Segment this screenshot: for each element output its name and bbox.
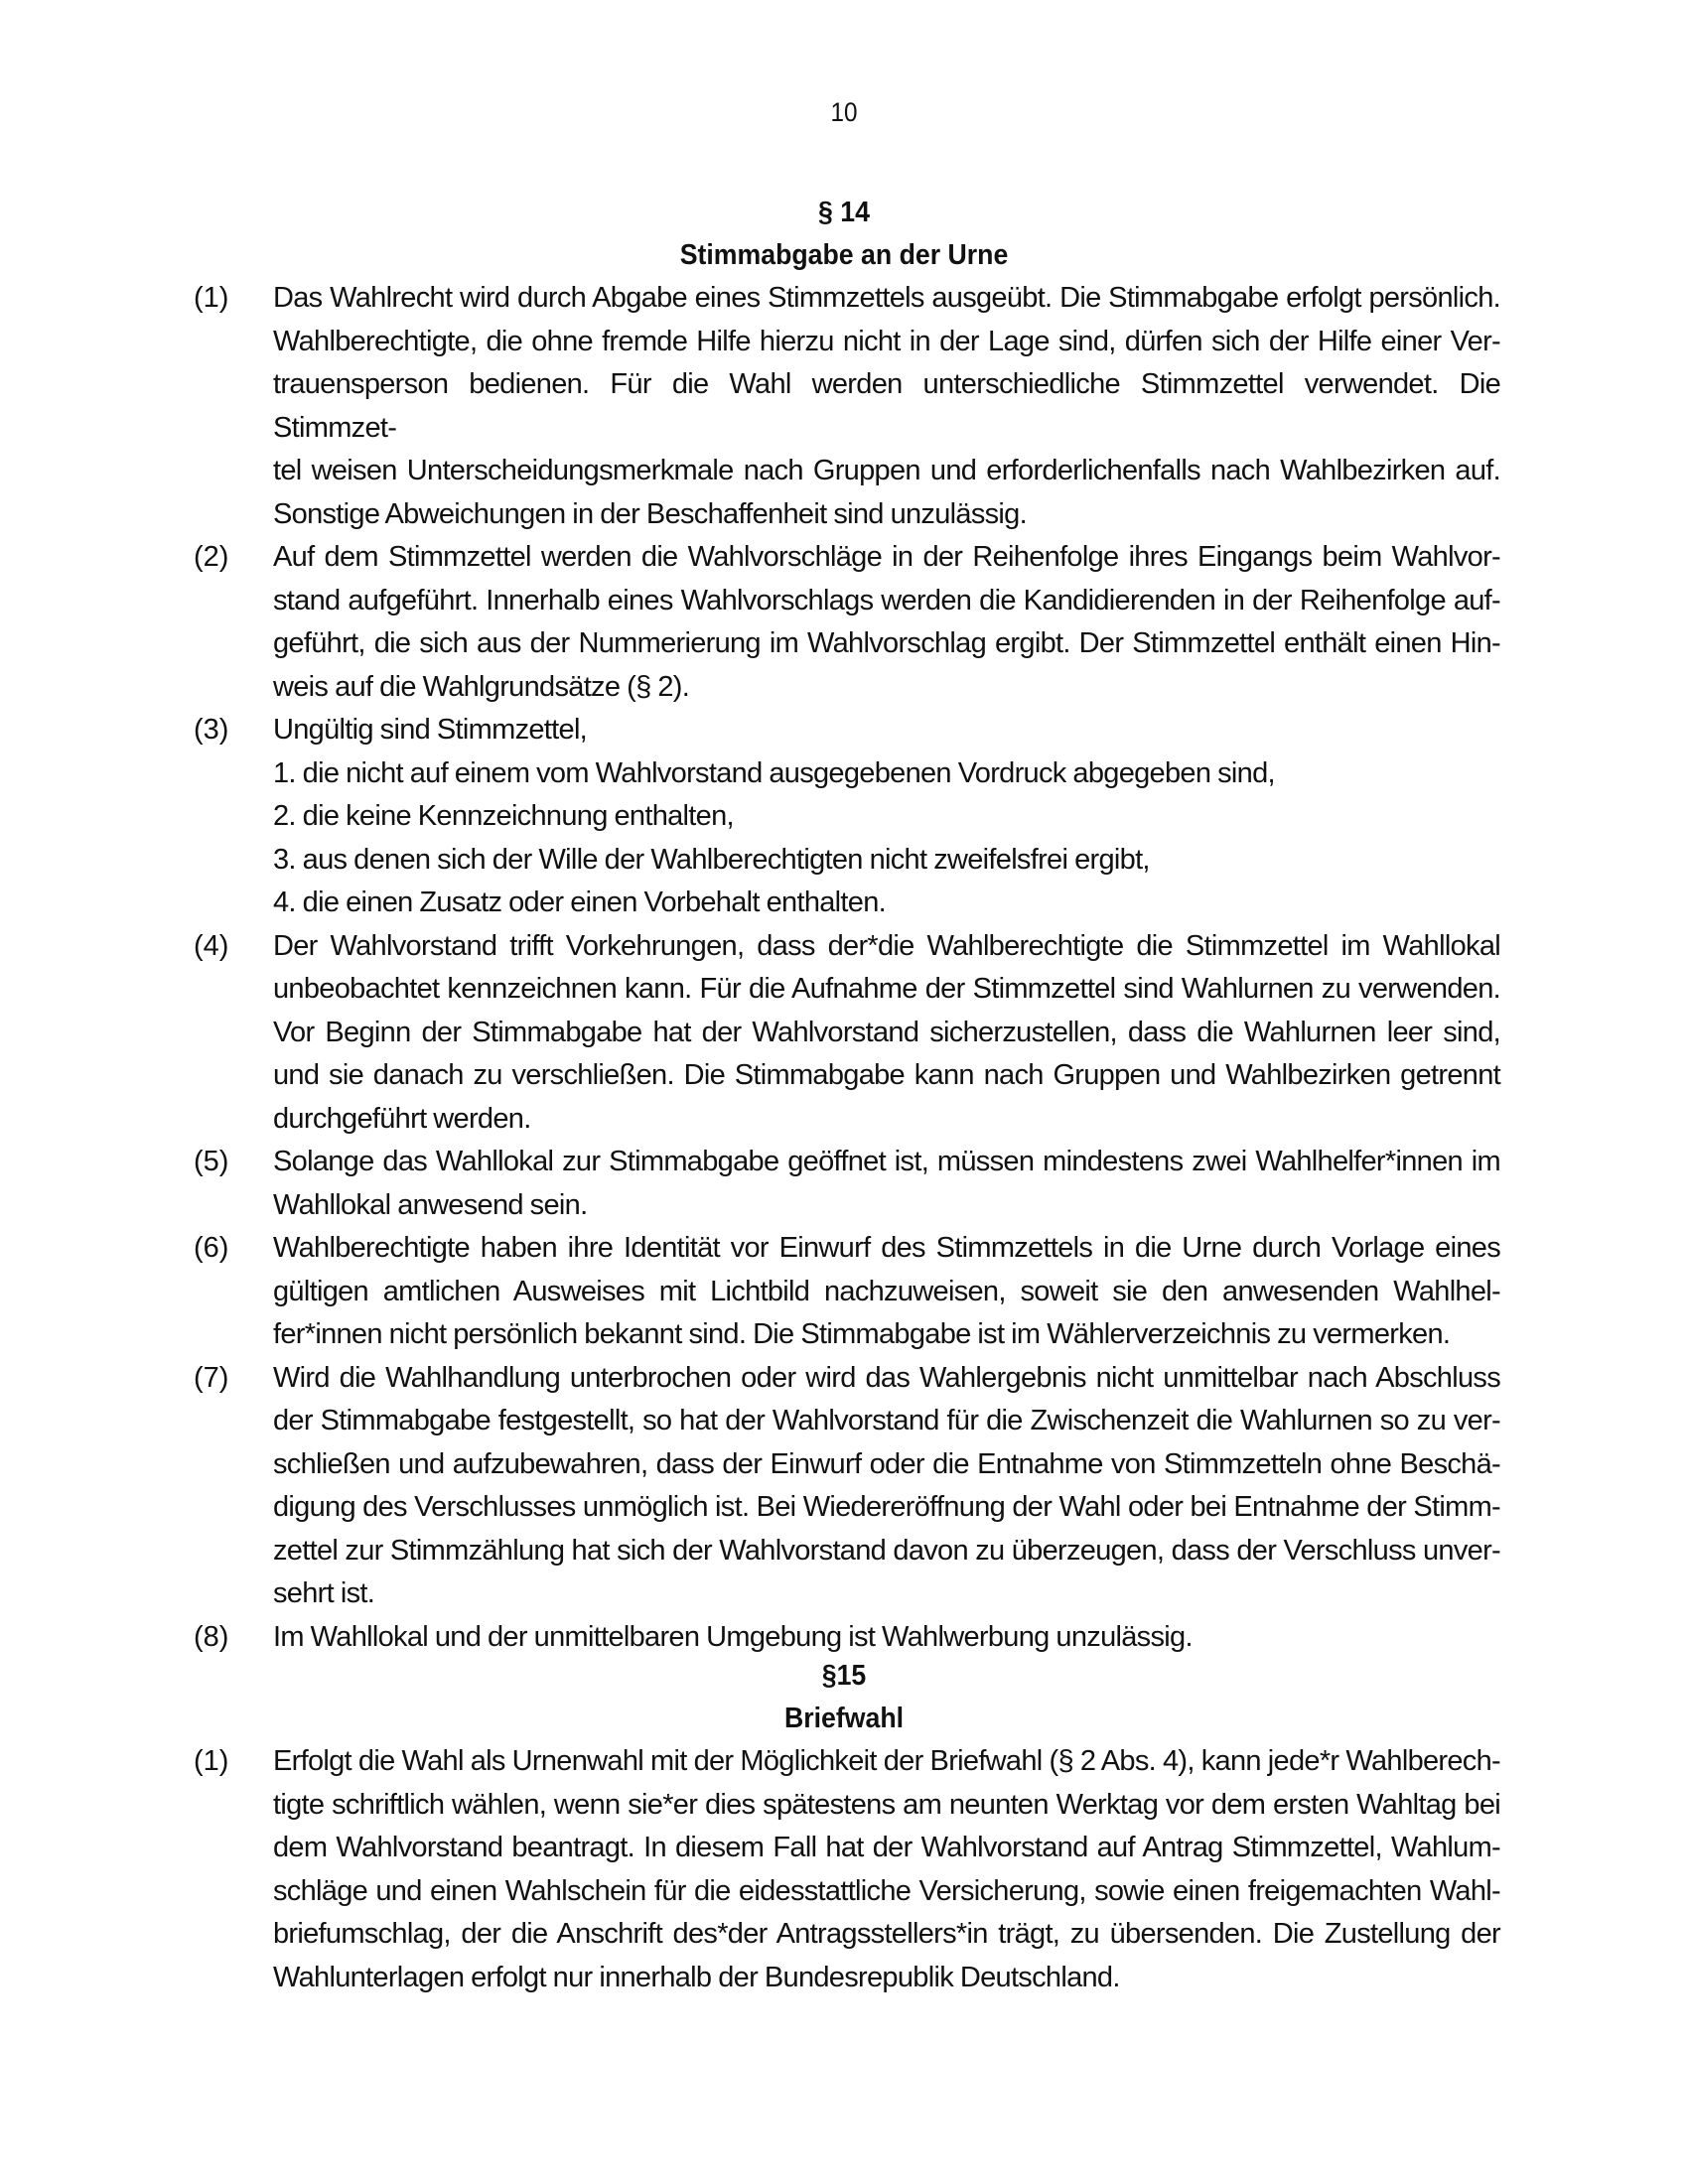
text-line: tel weisen Unterscheidungsmerkmale nach Gruppen und erforderlichenfalls nach Wahlbezirken auf. [273,455,1500,486]
text-line: unbeobachtet kennzeichnen kann. Für die Aufnahme der Stimmzettel sind Wahlurnen zu verwenden. [273,973,1500,1005]
section-symbol: §15 [821,1660,867,1692]
text-line: Solange das Wahllokal zur Stimmabgabe geöffnet ist, müssen mindestens zwei Wahlhelfer*innen im [273,1146,1500,1177]
text-line: Im Wahllokal und der unmittelbaren Umgebung ist Wahlwerbung unzulässig. [273,1620,1193,1653]
text-line: fer*innen nicht persönlich bekannt sind. Die Stimmabgabe ist im Wählerverzeichnis zu vermerken. [273,1318,1451,1350]
paragraph-1 [194,1740,1500,1999]
list-item: 3. aus denen sich der Wille der Wahlberechtigten nicht zweifelsfrei ergibt, [273,843,1150,876]
text-line: Erfolgt die Wahl als Urnenwahl mit der Möglichkeit der Briefwahl (§ 2 Abs. 4), kann jede*r Wahlberech- [273,1745,1500,1777]
text-line: weis auf die Wahlgrundsätze (§ 2). [273,670,690,703]
text-line: Ungültig sind Stimmzettel, [273,714,588,746]
paragraph-8 [194,1616,1500,1660]
list-item: 1. die nicht auf einem vom Wahlvorstand ausgegebenen Vordruck abgegeben sind, [273,756,1275,789]
paragraph-number: (6) [194,1232,229,1264]
page-number: 10 [830,97,858,127]
paragraph-7 [194,1357,1500,1616]
text-line: schließen und aufzubewahren, dass der Einwurf oder die Entnahme von Stimmzetteln ohne Beschä- [273,1447,1500,1480]
text-line: Wird die Wahlhandlung unterbrochen oder wird das Wahlergebnis nicht unmittelbar nach Abschluss [273,1361,1500,1394]
text-line: Der Wahlvorstand trifft Vorkehrungen, dass der*die Wahlberechtigte die Stimmzettel im Wahllokal [273,929,1500,962]
text-line: Wahlberechtigte, die ohne fremde Hilfe hierzu nicht in der Lage sind, dürfen sich der Hilfe einer Ver- [273,325,1500,357]
text-line: durchgeführt werden. [273,1102,531,1135]
section-14 [0,192,1688,1659]
text-line: gültigen amtlichen Ausweises mit Lichtbild nachzuweisen, soweit sie den anwesenden Wahlhel- [273,1275,1500,1307]
paragraph-number: (8) [194,1620,229,1653]
list-item: 4. die einen Zusatz oder einen Vorbehalt enthalten. [273,887,886,918]
text-line: Sonstige Abweichungen in der Beschaffenheit sind unzulässig. [273,497,1027,530]
text-line: briefumschlag, der die Anschrift des*der Antragsstellers*in trägt, zu übersenden. Die Zustellung der [273,1918,1500,1950]
text-line: schläge und einen Wahlschein für die eidesstattliche Versicherung, sowie einen freigemachten Wahl- [273,1874,1500,1907]
text-line: Vor Beginn der Stimmabgabe hat der Wahlvorstand sicherzustellen, dass die Wahlurnen leer sind, [273,1016,1500,1048]
text-line: der Stimmabgabe festgestellt, so hat der Wahlvorstand für die Zwischenzeit die Wahlurnen so zu ver- [273,1405,1500,1436]
text-line: und sie danach zu verschließen. Die Stimmabgabe kann nach Gruppen und Wahlbezirken getrennt [273,1059,1500,1091]
paragraph-number: (7) [194,1361,229,1394]
paragraph-number: (2) [194,541,229,573]
text-line: stand aufgeführt. Innerhalb eines Wahlvorschlags werden die Kandidierenden in der Reihenfolge auf- [273,584,1500,616]
text-line: Wahlunterlagen erfolgt nur innerhalb der Bundesrepublik Deutschland. [273,1961,1120,1993]
paragraph-3 [194,709,1500,925]
text-line: Das Wahlrecht wird durch Abgabe eines Stimmzettels ausgeübt. Die Stimmabgabe erfolgt persönlich. [273,282,1500,314]
paragraph-5 [194,1141,1500,1227]
section-title: Briefwahl [783,1703,905,1734]
text-line: Wahllokal anwesend sein. [273,1188,588,1221]
text-line: Wahlberechtigte haben ihre Identität vor Einwurf des Stimmzettels in die Urne durch Vorlage eines [273,1232,1500,1264]
text-line: sehrt ist. [273,1577,375,1609]
paragraph-1 [194,277,1500,536]
paragraph-number: (4) [194,929,229,962]
text-line: geführt, die sich aus der Nummerierung im Wahlvorschlag ergibt. Der Stimmzettel enthält einen Hin- [273,627,1500,659]
text-line: tigte schriftlich wählen, wenn sie*er dies spätestens am neunten Werktag vor dem ersten Wahltag bei [273,1788,1500,1821]
paragraph-number: (1) [194,282,229,314]
section-15 [0,1655,1688,1999]
list-item: 2. die keine Kennzeichnung enthalten, [273,800,734,832]
text-line: trauensperson bedienen. Für die Wahl werden unterschiedliche Stimmzettel verwendet. Die Stimmzet- [273,368,1500,444]
paragraph-2 [194,536,1500,709]
text-line: zettel zur Stimmzählung hat sich der Wahlvorstand davon zu überzeugen, dass der Verschluss unver- [273,1534,1500,1567]
paragraph-6 [194,1227,1500,1357]
section-symbol: § 14 [818,197,870,228]
paragraph-number: (1) [194,1745,229,1777]
paragraph-4 [194,925,1500,1142]
paragraph-number: (5) [194,1146,229,1177]
section-title: Stimmabgabe an der Urne [679,239,1009,271]
text-line: Auf dem Stimmzettel werden die Wahlvorschläge in der Reihenfolge ihres Eingangs beim Wahlvor- [273,541,1500,573]
paragraph-number: (3) [194,714,229,746]
text-line: dem Wahlvorstand beantragt. In diesem Fall hat der Wahlvorstand auf Antrag Stimmzettel, Wahlum- [273,1832,1500,1863]
text-line: digung des Verschlusses unmöglich ist. Bei Wiedereröffnung der Wahl oder bei Entnahme der Stimm- [273,1491,1500,1523]
